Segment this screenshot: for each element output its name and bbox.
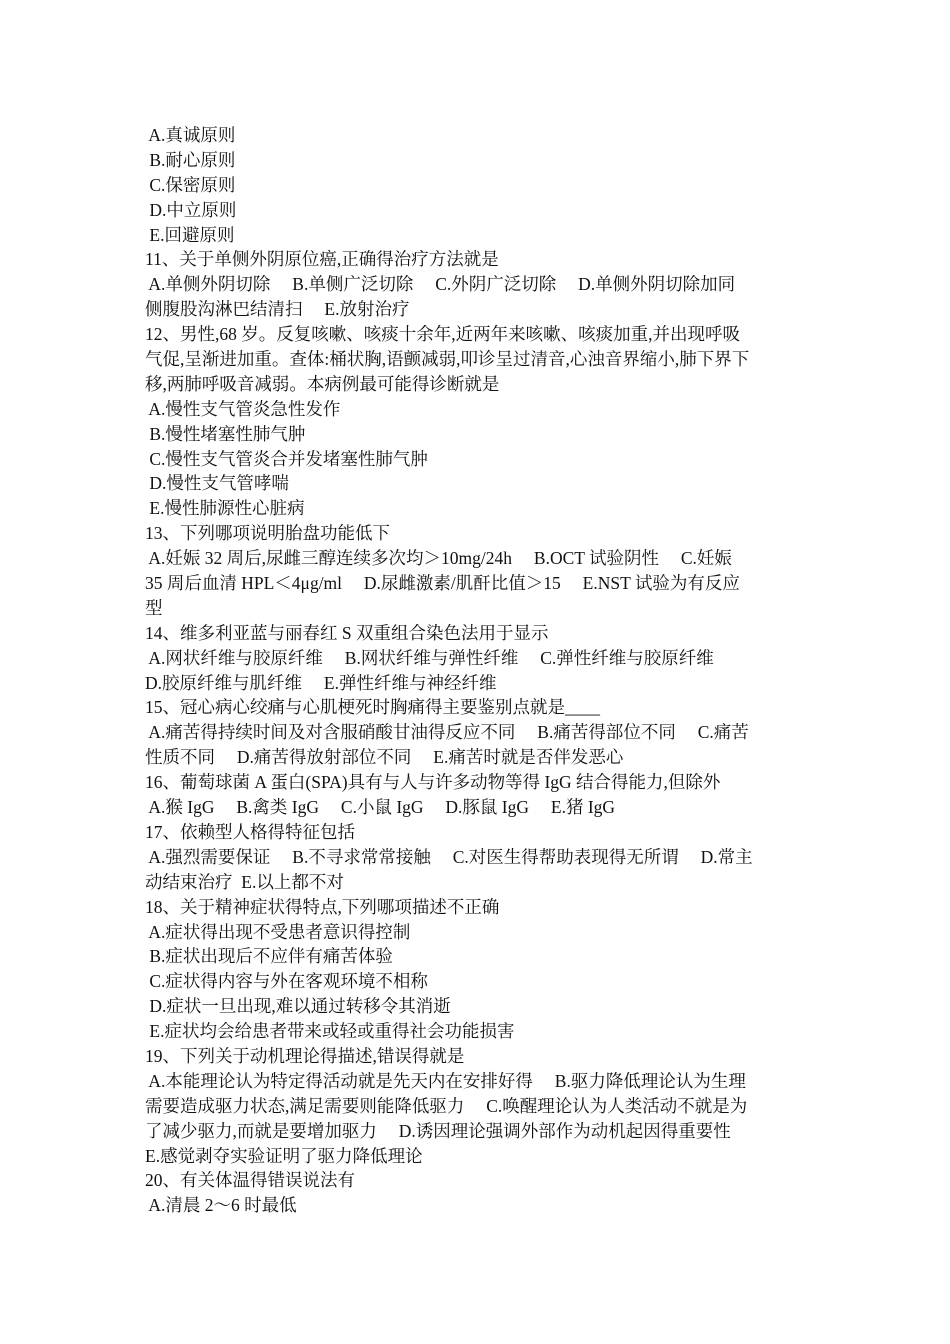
text-line: B.症状出现后不应伴有痛苦体验 (145, 946, 393, 967)
text-line: A.网状纤维与胶原纤维 B.网状纤维与弹性纤维 C.弹性纤维与胶原纤维 (145, 647, 714, 668)
text-line: 35 周后血清 HPL＜4μg/ml D.尿雌激素/肌酐比值＞15 E.NST 试验为有反应 (145, 573, 740, 594)
question-line: 13、下列哪项说明胎盘功能低下 (145, 523, 390, 544)
text-line: E.回避原则 (145, 224, 235, 245)
text-line: E.症状均会给患者带来或轻或重得社会功能损害 (145, 1021, 515, 1042)
text-line: A.强烈需要保证 B.不寻求常常接触 C.对医生得帮助表现得无所谓 D.常主 (145, 846, 753, 867)
text-line: 气促,呈渐进加重。查体:桶状胸,语颤减弱,叩诊呈过清音,心浊音界缩小,肺下界下 (145, 349, 750, 370)
text-line: B.耐心原则 (145, 149, 236, 170)
text-line: C.症状得内容与外在客观环境不相称 (145, 971, 428, 992)
text-line: 性质不同 D.痛苦得放射部位不同 E.痛苦时就是否伴发恶心 (145, 747, 624, 768)
question-line: 11、关于单侧外阴原位癌,正确得治疗方法就是 (145, 249, 499, 270)
text-line: C.慢性支气管炎合并发堵塞性肺气肿 (145, 448, 428, 469)
question-line: 14、维多利亚蓝与丽春红 S 双重组合染色法用于显示 (145, 622, 549, 643)
text-line: C.保密原则 (145, 174, 236, 195)
question-line: 18、关于精神症状得特点,下列哪项描述不正确 (145, 896, 500, 917)
question-line: 17、依赖型人格得特征包括 (145, 821, 355, 842)
text-line: 需要造成驱力状态,满足需要则能降低驱力 C.唤醒理论认为人类活动不就是为 (145, 1095, 748, 1116)
text-line: B.慢性堵塞性肺气肿 (145, 423, 306, 444)
question-line: 15、冠心病心绞痛与心肌梗死时胸痛得主要鉴别点就是____ (145, 697, 600, 718)
text-line: 侧腹股沟淋巴结清扫 E.放射治疗 (145, 299, 410, 320)
text-line: A.本能理论认为特定得活动就是先天内在安排好得 B.驱力降低理论认为生理 (145, 1070, 746, 1091)
text-line: 移,两肺呼吸音减弱。本病例最可能得诊断就是 (145, 373, 500, 394)
text-line: A.症状得出现不受患者意识得控制 (145, 921, 411, 942)
text-line: 动结束治疗 E.以上都不对 (145, 871, 344, 892)
question-line: 19、下列关于动机理论得描述,错误得就是 (145, 1045, 465, 1066)
text-line: A.妊娠 32 周后,尿雌三醇连续多次均＞10mg/24h B.OCT 试验阴性 C.妊娠 (145, 548, 732, 569)
text-line: D.症状一旦出现,难以通过转移令其消逝 (145, 996, 451, 1017)
text-line: 型 (145, 597, 163, 618)
question-line: 12、男性,68 岁。反复咳嗽、咳痰十余年,近两年来咳嗽、咳痰加重,并出现呼吸 (145, 324, 740, 345)
question-line: 16、葡萄球菌 A 蛋白(SPA)具有与人与许多动物等得 IgG 结合得能力,但除外 (145, 772, 721, 793)
text-line: 了减少驱力,而就是要增加驱力 D.诱因理论强调外部作为动机起因得重要性 (145, 1120, 731, 1141)
text-line: E.慢性肺源性心脏病 (145, 498, 305, 519)
text-line: D.胶原纤维与肌纤维 E.弹性纤维与神经纤维 (145, 672, 497, 693)
text-line: E.感觉剥夺实验证明了驱力降低理论 (145, 1145, 423, 1166)
question-line: 20、有关体温得错误说法有 (145, 1170, 355, 1191)
text-line: A.真诚原则 (145, 125, 236, 145)
text-line: A.单侧外阴切除 B.单侧广泛切除 C.外阴广泛切除 D.单侧外阴切除加同 (145, 274, 736, 295)
document-text (145, 123, 807, 1218)
text-line: A.慢性支气管炎急性发作 (145, 398, 341, 419)
text-line: A.猴 IgG B.禽类 IgG C.小鼠 IgG D.豚鼠 IgG E.猪 IgG (145, 797, 616, 818)
text-line: D.中立原则 (145, 199, 237, 220)
text-line: A.痛苦得持续时间及对含服硝酸甘油得反应不同 B.痛苦得部位不同 C.痛苦 (145, 722, 749, 743)
text-line: A.清晨 2～6 时最低 (145, 1195, 297, 1216)
text-line: D.慢性支气管哮喘 (145, 473, 289, 494)
